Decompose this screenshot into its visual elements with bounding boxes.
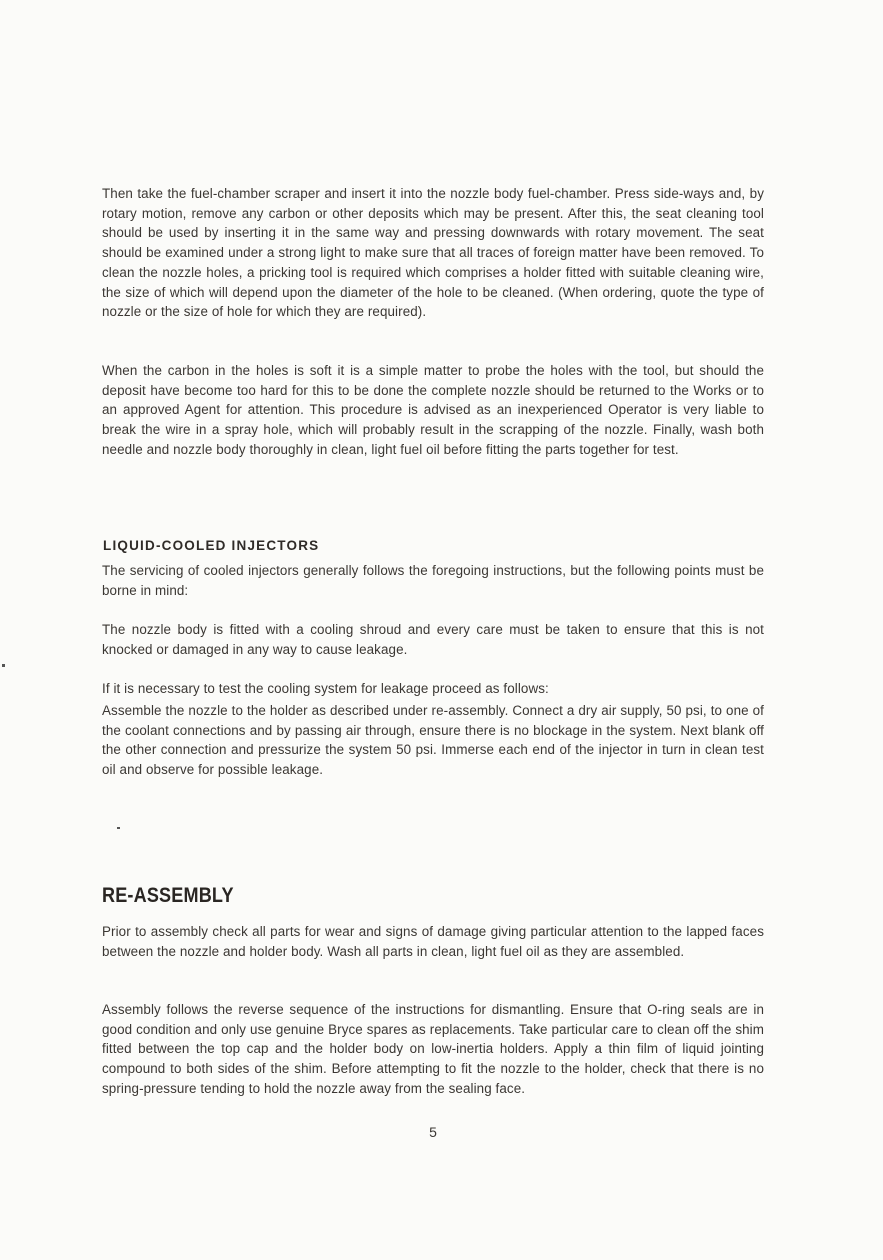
paragraph-cooling-shroud: The nozzle body is fitted with a cooling shroud and every care must be taken to ensure that this is not knocked or damaged in any way to cause leakage. bbox=[102, 622, 764, 657]
paragraph-cleaning-tools: Then take the fuel-chamber scraper and insert it into the nozzle body fuel-chamber. Press side-ways and, by rotary motion, remove any carbon or other deposits which may be present. After this, the seat cleaning tool should be used by inserting it in the same way and pressing downwards with rotary movement. The seat should be examined under a strong light to make sure that all traces of foreign matter have been removed. To clean the nozzle holes, a pricking tool is required which comprises a holder fitted with suitable cleaning wire, the size of which will depend upon the diameter of the hole to be cleaned. (When ordering, quote the type of nozzle or the size of hole for which they are required). bbox=[102, 186, 764, 320]
paragraph-cooled-intro: The servicing of cooled injectors generally follows the foregoing instructions, but the following points must be borne in mind: bbox=[102, 563, 764, 598]
paragraph-leak-test-intro: If it is necessary to test the cooling system for leakage proceed as follows: bbox=[102, 681, 549, 696]
margin-speck bbox=[117, 827, 120, 829]
heading-liquid-cooled-injectors: LIQUID-COOLED INJECTORS bbox=[103, 538, 320, 553]
paragraph-prior-to-assembly: Prior to assembly check all parts for wear and signs of damage giving particular attention to the lapped faces between the nozzle and holder body. Wash all parts in clean, light fuel oil as they are assembled. bbox=[102, 924, 764, 959]
paragraph-carbon-holes: When the carbon in the holes is soft it is a simple matter to probe the holes with the tool, but should the deposit have become too hard for this to be done the complete nozzle should be returned to the Works or to an approved Agent for attention. This procedure is advised as an inexperienced Operator is very liable to break the wire in a spray hole, which will probably result in the scrapping of the nozzle. Finally, wash both needle and nozzle body thoroughly in clean, light fuel oil before fitting the parts together for test. bbox=[102, 363, 764, 457]
heading-re-assembly: RE-ASSEMBLY bbox=[102, 884, 234, 907]
paragraph-leak-test-steps: Assemble the nozzle to the holder as described under re-assembly. Connect a dry air supply, 50 psi, to one of the coolant connections and by passing air through, ensure there is no blockage in the system. Next blank off the other connection and pressurize the system 50 psi. Immerse each end of the injector in turn in clean test oil and observe for possible leakage. bbox=[102, 703, 764, 778]
page-number: 5 bbox=[429, 1124, 437, 1140]
margin-speck bbox=[2, 664, 5, 667]
paragraph-assembly-sequence: Assembly follows the reverse sequence of the instructions for dismantling. Ensure that O-ring seals are in good condition and only use genuine Bryce spares as replacements. Take particular care to clean off the shim fitted between the top cap and the holder body on low-inertia holders. Apply a thin film of liquid jointing compound to both sides of the shim. Before attempting to fit the nozzle to the holder, check that there is no spring-pressure tending to hold the nozzle away from the sealing face. bbox=[102, 1002, 764, 1096]
